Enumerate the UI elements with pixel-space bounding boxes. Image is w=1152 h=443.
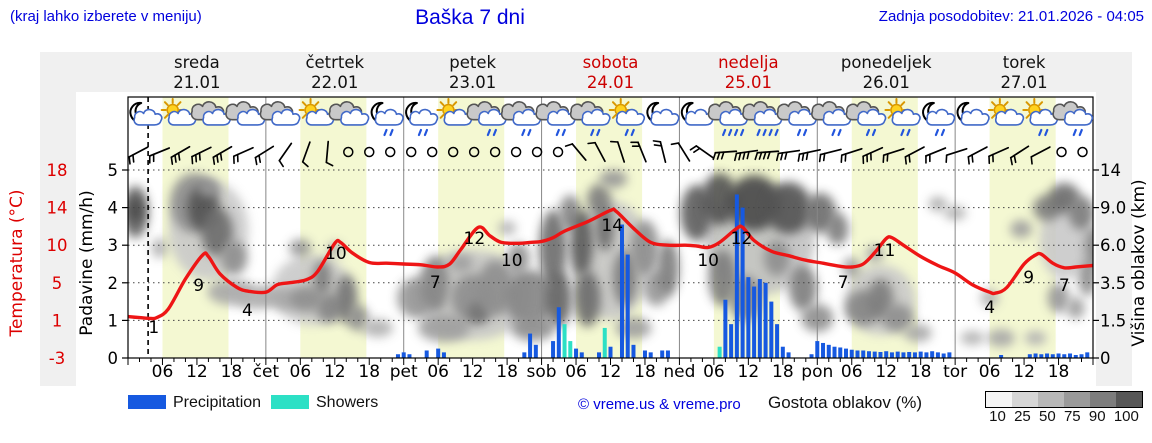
svg-text:7: 7: [837, 273, 849, 293]
svg-text:torek: torek: [1002, 53, 1046, 72]
svg-text:12: 12: [1013, 362, 1035, 382]
svg-text:18: 18: [220, 362, 243, 382]
svg-text:26.01: 26.01: [862, 73, 910, 92]
svg-text:23.01: 23.01: [449, 73, 497, 92]
svg-text:4: 4: [984, 298, 996, 318]
svg-text:čet: čet: [252, 362, 280, 382]
svg-text:27.01: 27.01: [1000, 73, 1048, 92]
svg-text:11: 11: [873, 241, 896, 261]
svg-text:12: 12: [186, 362, 208, 382]
svg-text:pet: pet: [389, 362, 418, 382]
svg-text:14: 14: [1100, 161, 1121, 180]
density-tick: 25: [1014, 408, 1031, 425]
svg-text:5: 5: [107, 161, 118, 180]
svg-text:četrtek: četrtek: [305, 53, 365, 72]
svg-text:pon: pon: [801, 362, 834, 382]
svg-text:1.5: 1.5: [1100, 311, 1127, 331]
svg-text:1: 1: [148, 318, 160, 338]
svg-text:12: 12: [463, 229, 486, 249]
svg-text:1: 1: [107, 311, 118, 331]
svg-text:nedelja: nedelja: [718, 53, 779, 72]
svg-text:ned: ned: [663, 362, 696, 382]
svg-text:18: 18: [496, 362, 518, 382]
svg-text:25.01: 25.01: [724, 73, 772, 92]
svg-text:18: 18: [358, 362, 381, 382]
cloud-density-label: Gostota oblakov (%): [768, 393, 923, 412]
svg-text:6.0: 6.0: [1100, 236, 1127, 256]
svg-text:10: 10: [500, 251, 523, 271]
density-tick: 100: [1113, 408, 1139, 425]
svg-text:9.0: 9.0: [1100, 198, 1127, 218]
copyright-link[interactable]: © vreme.us & vreme.pro: [578, 396, 741, 413]
svg-text:06: 06: [978, 362, 1001, 382]
svg-text:4: 4: [242, 301, 253, 321]
precipitation-legend-label: Precipitation: [173, 394, 262, 411]
svg-text:18: 18: [1047, 362, 1070, 382]
svg-text:06: 06: [565, 362, 587, 382]
svg-text:2: 2: [107, 273, 118, 293]
svg-text:9: 9: [193, 276, 205, 296]
svg-text:Višina oblakov (km): Višina oblakov (km): [1129, 179, 1149, 347]
svg-text:9: 9: [1023, 268, 1035, 288]
svg-text:-3: -3: [48, 349, 66, 368]
svg-text:10: 10: [46, 236, 68, 256]
chart-legend: [0, 388, 1152, 433]
svg-text:7: 7: [429, 273, 441, 293]
density-tick: 90: [1088, 408, 1106, 425]
svg-text:24.01: 24.01: [586, 73, 635, 92]
svg-text:06: 06: [151, 362, 174, 382]
svg-text:14: 14: [601, 216, 624, 236]
svg-text:12: 12: [599, 362, 622, 382]
svg-text:petek: petek: [449, 53, 497, 72]
page-title: Baška 7 dni: [415, 6, 525, 29]
svg-text:3.5: 3.5: [1100, 273, 1127, 293]
density-tick: 10: [989, 408, 1006, 425]
svg-text:18: 18: [772, 362, 794, 382]
svg-text:sobota: sobota: [582, 53, 639, 72]
svg-text:14: 14: [46, 198, 68, 218]
precipitation-swatch: [128, 395, 166, 409]
svg-text:0: 0: [107, 349, 118, 368]
svg-text:21.01: 21.01: [173, 73, 221, 92]
svg-text:06: 06: [840, 362, 863, 382]
svg-text:0: 0: [1100, 349, 1111, 368]
svg-text:Padavine (mm/h): Padavine (mm/h): [77, 190, 97, 336]
svg-text:7: 7: [1058, 276, 1070, 296]
svg-text:18: 18: [909, 362, 932, 382]
svg-text:sob: sob: [526, 362, 557, 382]
svg-text:12: 12: [737, 362, 760, 382]
cloud-density-ticks: [985, 408, 1143, 425]
svg-text:10: 10: [325, 244, 347, 264]
density-tick: 50: [1039, 408, 1056, 425]
density-tick: 75: [1063, 408, 1081, 425]
svg-text:12: 12: [323, 362, 346, 382]
svg-text:tor: tor: [943, 362, 968, 382]
cloud-density-gradient: [985, 391, 1143, 408]
svg-text:06: 06: [427, 362, 449, 382]
svg-text:06: 06: [289, 362, 312, 382]
svg-text:ponedeljek: ponedeljek: [840, 53, 932, 72]
last-update-text: Zadnja posodobitev: 21.01.2026 - 04:05: [878, 8, 1144, 25]
svg-text:12: 12: [461, 362, 484, 382]
showers-legend-label: Showers: [316, 394, 379, 411]
svg-text:1: 1: [51, 311, 63, 331]
svg-text:12: 12: [875, 362, 898, 382]
svg-text:4: 4: [107, 198, 118, 218]
location-hint: (kraj lahko izberete v meniju): [10, 8, 202, 25]
svg-text:10: 10: [697, 251, 719, 271]
svg-text:Temperatura (°C): Temperatura (°C): [7, 189, 27, 337]
svg-text:18: 18: [634, 362, 656, 382]
svg-text:sreda: sreda: [174, 53, 220, 72]
svg-text:18: 18: [46, 161, 68, 180]
svg-text:12: 12: [730, 229, 753, 249]
showers-swatch: [271, 395, 309, 409]
svg-text:06: 06: [703, 362, 725, 382]
svg-text:22.01: 22.01: [311, 73, 359, 92]
svg-text:5: 5: [51, 273, 63, 293]
svg-text:3: 3: [107, 236, 118, 256]
